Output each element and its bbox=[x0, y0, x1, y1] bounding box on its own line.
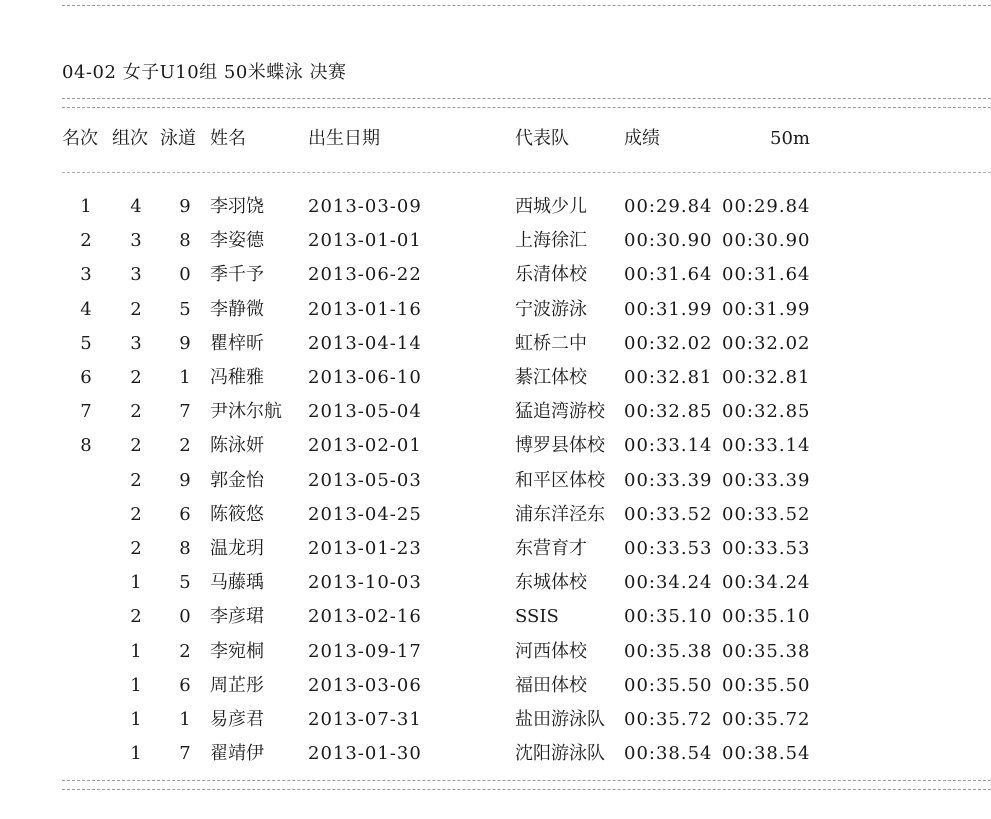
cell-birth: 2013-07-31 bbox=[308, 709, 422, 730]
header-lane: 泳道 bbox=[160, 128, 196, 149]
cell-group: 2 bbox=[130, 538, 142, 559]
cell-birth: 2013-04-14 bbox=[308, 332, 422, 354]
table-header bbox=[0, 124, 991, 154]
top-double-rule bbox=[62, 0, 991, 6]
cell-split: 00:35.10 bbox=[722, 606, 811, 628]
cell-birth: 2013-01-23 bbox=[308, 538, 422, 559]
cell-birth: 2013-05-04 bbox=[308, 401, 422, 423]
cell-group: 2 bbox=[130, 435, 142, 457]
cell-split: 00:33.14 bbox=[722, 435, 811, 457]
header-birth: 出生日期 bbox=[308, 128, 380, 149]
cell-group: 3 bbox=[130, 230, 142, 252]
cell-team: 东城体校 bbox=[515, 572, 587, 594]
table-row bbox=[0, 226, 991, 256]
cell-team: SSIS bbox=[515, 606, 559, 628]
cell-team: 浦东洋泾东 bbox=[515, 503, 605, 525]
cell-group: 2 bbox=[130, 469, 142, 491]
cell-split: 00:32.81 bbox=[722, 367, 811, 388]
cell-result: 00:30.90 bbox=[624, 230, 713, 252]
header-bottom-rule bbox=[62, 172, 991, 173]
cell-result: 00:32.85 bbox=[624, 401, 713, 423]
table-row bbox=[0, 397, 991, 427]
cell-lane: 1 bbox=[179, 367, 191, 388]
table-row bbox=[0, 637, 991, 667]
cell-result: 00:33.39 bbox=[624, 469, 713, 491]
cell-split: 00:38.54 bbox=[722, 743, 811, 765]
cell-rank: 1 bbox=[80, 196, 92, 217]
cell-group: 2 bbox=[130, 367, 142, 388]
cell-birth: 2013-02-01 bbox=[308, 435, 422, 457]
cell-rank: 6 bbox=[80, 367, 92, 388]
cell-result: 00:35.50 bbox=[624, 674, 713, 696]
cell-group: 1 bbox=[130, 674, 142, 696]
table-row bbox=[0, 192, 991, 222]
cell-group: 1 bbox=[130, 572, 142, 594]
cell-lane: 0 bbox=[179, 264, 191, 286]
cell-birth: 2013-01-01 bbox=[308, 230, 422, 252]
cell-result: 00:31.99 bbox=[624, 298, 713, 320]
cell-birth: 2013-10-03 bbox=[308, 572, 422, 594]
cell-split: 00:31.64 bbox=[722, 264, 811, 286]
cell-split: 00:34.24 bbox=[722, 572, 811, 594]
cell-lane: 0 bbox=[179, 606, 191, 628]
cell-rank: 5 bbox=[80, 332, 92, 354]
cell-name: 马藤瑀 bbox=[210, 572, 264, 594]
cell-result: 00:29.84 bbox=[624, 196, 713, 217]
cell-name: 瞿梓昕 bbox=[210, 332, 264, 354]
table-row bbox=[0, 329, 991, 359]
cell-group: 2 bbox=[130, 503, 142, 525]
table-row bbox=[0, 295, 991, 325]
cell-result: 00:33.52 bbox=[624, 503, 713, 525]
cell-name: 季千予 bbox=[210, 264, 264, 286]
cell-team: 猛追湾游校 bbox=[515, 401, 605, 423]
cell-name: 翟靖伊 bbox=[210, 743, 264, 765]
cell-rank: 2 bbox=[80, 230, 92, 252]
cell-team: 乐清体校 bbox=[515, 264, 587, 286]
header-top-double-rule bbox=[62, 98, 991, 108]
cell-lane: 2 bbox=[179, 640, 191, 662]
cell-split: 00:32.02 bbox=[722, 332, 811, 354]
cell-name: 李静微 bbox=[210, 298, 264, 320]
cell-group: 2 bbox=[130, 606, 142, 628]
cell-team: 和平区体校 bbox=[515, 469, 605, 491]
cell-result: 00:32.02 bbox=[624, 332, 713, 354]
cell-group: 4 bbox=[130, 196, 142, 217]
cell-lane: 8 bbox=[179, 230, 191, 252]
cell-split: 00:32.85 bbox=[722, 401, 811, 423]
cell-team: 沈阳游泳队 bbox=[515, 743, 605, 765]
cell-rank: 3 bbox=[80, 264, 92, 286]
cell-team: 虹桥二中 bbox=[515, 332, 587, 354]
cell-name: 冯稚雅 bbox=[210, 367, 264, 388]
table-row bbox=[0, 431, 991, 461]
cell-split: 00:33.53 bbox=[722, 538, 811, 559]
cell-group: 1 bbox=[130, 640, 142, 662]
cell-birth: 2013-03-06 bbox=[308, 674, 422, 696]
table-row bbox=[0, 671, 991, 701]
table-row bbox=[0, 260, 991, 290]
cell-lane: 8 bbox=[179, 538, 191, 559]
cell-name: 李姿德 bbox=[210, 230, 264, 252]
cell-result: 00:34.24 bbox=[624, 572, 713, 594]
table-row bbox=[0, 466, 991, 496]
cell-birth: 2013-01-16 bbox=[308, 298, 422, 320]
cell-lane: 9 bbox=[179, 332, 191, 354]
cell-split: 00:30.90 bbox=[722, 230, 811, 252]
cell-name: 李彦珺 bbox=[210, 606, 264, 628]
cell-result: 00:35.38 bbox=[624, 640, 713, 662]
cell-result: 00:38.54 bbox=[624, 743, 713, 765]
cell-team: 博罗县体校 bbox=[515, 435, 605, 457]
header-result: 成绩 bbox=[624, 128, 660, 149]
cell-rank: 8 bbox=[80, 435, 92, 457]
cell-split: 00:33.52 bbox=[722, 503, 811, 525]
cell-name: 李羽饶 bbox=[210, 196, 264, 217]
cell-name: 郭金怡 bbox=[210, 469, 264, 491]
cell-team: 东营育才 bbox=[515, 538, 587, 559]
header-rank: 名次 bbox=[62, 128, 98, 149]
cell-rank: 7 bbox=[80, 401, 92, 423]
cell-team: 河西体校 bbox=[515, 640, 587, 662]
cell-group: 2 bbox=[130, 401, 142, 423]
cell-lane: 1 bbox=[179, 709, 191, 730]
cell-birth: 2013-06-22 bbox=[308, 264, 422, 286]
cell-split: 00:29.84 bbox=[722, 196, 811, 217]
cell-team: 上海徐汇 bbox=[515, 230, 587, 252]
event-title: 04-02 女子U10组 50米蝶泳 决赛 bbox=[62, 62, 347, 83]
cell-birth: 2013-09-17 bbox=[308, 640, 422, 662]
cell-lane: 9 bbox=[179, 469, 191, 491]
table-row bbox=[0, 739, 991, 769]
cell-result: 00:33.14 bbox=[624, 435, 713, 457]
cell-lane: 6 bbox=[179, 674, 191, 696]
cell-team: 綦江体校 bbox=[515, 367, 587, 388]
cell-name: 温龙玥 bbox=[210, 538, 264, 559]
cell-group: 3 bbox=[130, 264, 142, 286]
cell-birth: 2013-04-25 bbox=[308, 503, 422, 525]
cell-split: 00:35.38 bbox=[722, 640, 811, 662]
cell-group: 1 bbox=[130, 743, 142, 765]
cell-result: 00:35.72 bbox=[624, 709, 713, 730]
table-row bbox=[0, 705, 991, 735]
cell-lane: 7 bbox=[179, 743, 191, 765]
table-row bbox=[0, 500, 991, 530]
cell-split: 00:31.99 bbox=[722, 298, 811, 320]
bottom-double-rule bbox=[62, 780, 991, 790]
cell-lane: 2 bbox=[179, 435, 191, 457]
table-row bbox=[0, 534, 991, 564]
cell-group: 1 bbox=[130, 709, 142, 730]
cell-split: 00:35.50 bbox=[722, 674, 811, 696]
header-name: 姓名 bbox=[210, 128, 246, 149]
header-group: 组次 bbox=[112, 128, 148, 149]
cell-result: 00:33.53 bbox=[624, 538, 713, 559]
cell-team: 福田体校 bbox=[515, 674, 587, 696]
cell-lane: 7 bbox=[179, 401, 191, 423]
cell-rank: 4 bbox=[80, 298, 92, 320]
cell-name: 易彦君 bbox=[210, 709, 264, 730]
cell-birth: 2013-03-09 bbox=[308, 196, 422, 217]
cell-lane: 5 bbox=[179, 572, 191, 594]
cell-birth: 2013-05-03 bbox=[308, 469, 422, 491]
cell-team: 宁波游泳 bbox=[515, 298, 587, 320]
cell-group: 3 bbox=[130, 332, 142, 354]
table-row bbox=[0, 363, 991, 393]
cell-birth: 2013-06-10 bbox=[308, 367, 422, 388]
header-team: 代表队 bbox=[515, 128, 569, 149]
cell-lane: 6 bbox=[179, 503, 191, 525]
cell-result: 00:32.81 bbox=[624, 367, 713, 388]
cell-name: 尹沐尔航 bbox=[210, 401, 282, 423]
table-row bbox=[0, 602, 991, 632]
cell-result: 00:35.10 bbox=[624, 606, 713, 628]
cell-split: 00:35.72 bbox=[722, 709, 811, 730]
cell-name: 周芷彤 bbox=[210, 674, 264, 696]
table-row bbox=[0, 568, 991, 598]
cell-team: 西城少儿 bbox=[515, 196, 587, 217]
cell-lane: 5 bbox=[179, 298, 191, 320]
cell-group: 2 bbox=[130, 298, 142, 320]
cell-result: 00:31.64 bbox=[624, 264, 713, 286]
cell-split: 00:33.39 bbox=[722, 469, 811, 491]
cell-name: 陈筱悠 bbox=[210, 503, 264, 525]
cell-birth: 2013-01-30 bbox=[308, 743, 422, 765]
cell-birth: 2013-02-16 bbox=[308, 606, 422, 628]
cell-name: 陈泳妍 bbox=[210, 435, 264, 457]
cell-team: 盐田游泳队 bbox=[515, 709, 605, 730]
cell-name: 李宛桐 bbox=[210, 640, 264, 662]
cell-lane: 9 bbox=[179, 196, 191, 217]
header-split: 50m bbox=[770, 128, 810, 149]
